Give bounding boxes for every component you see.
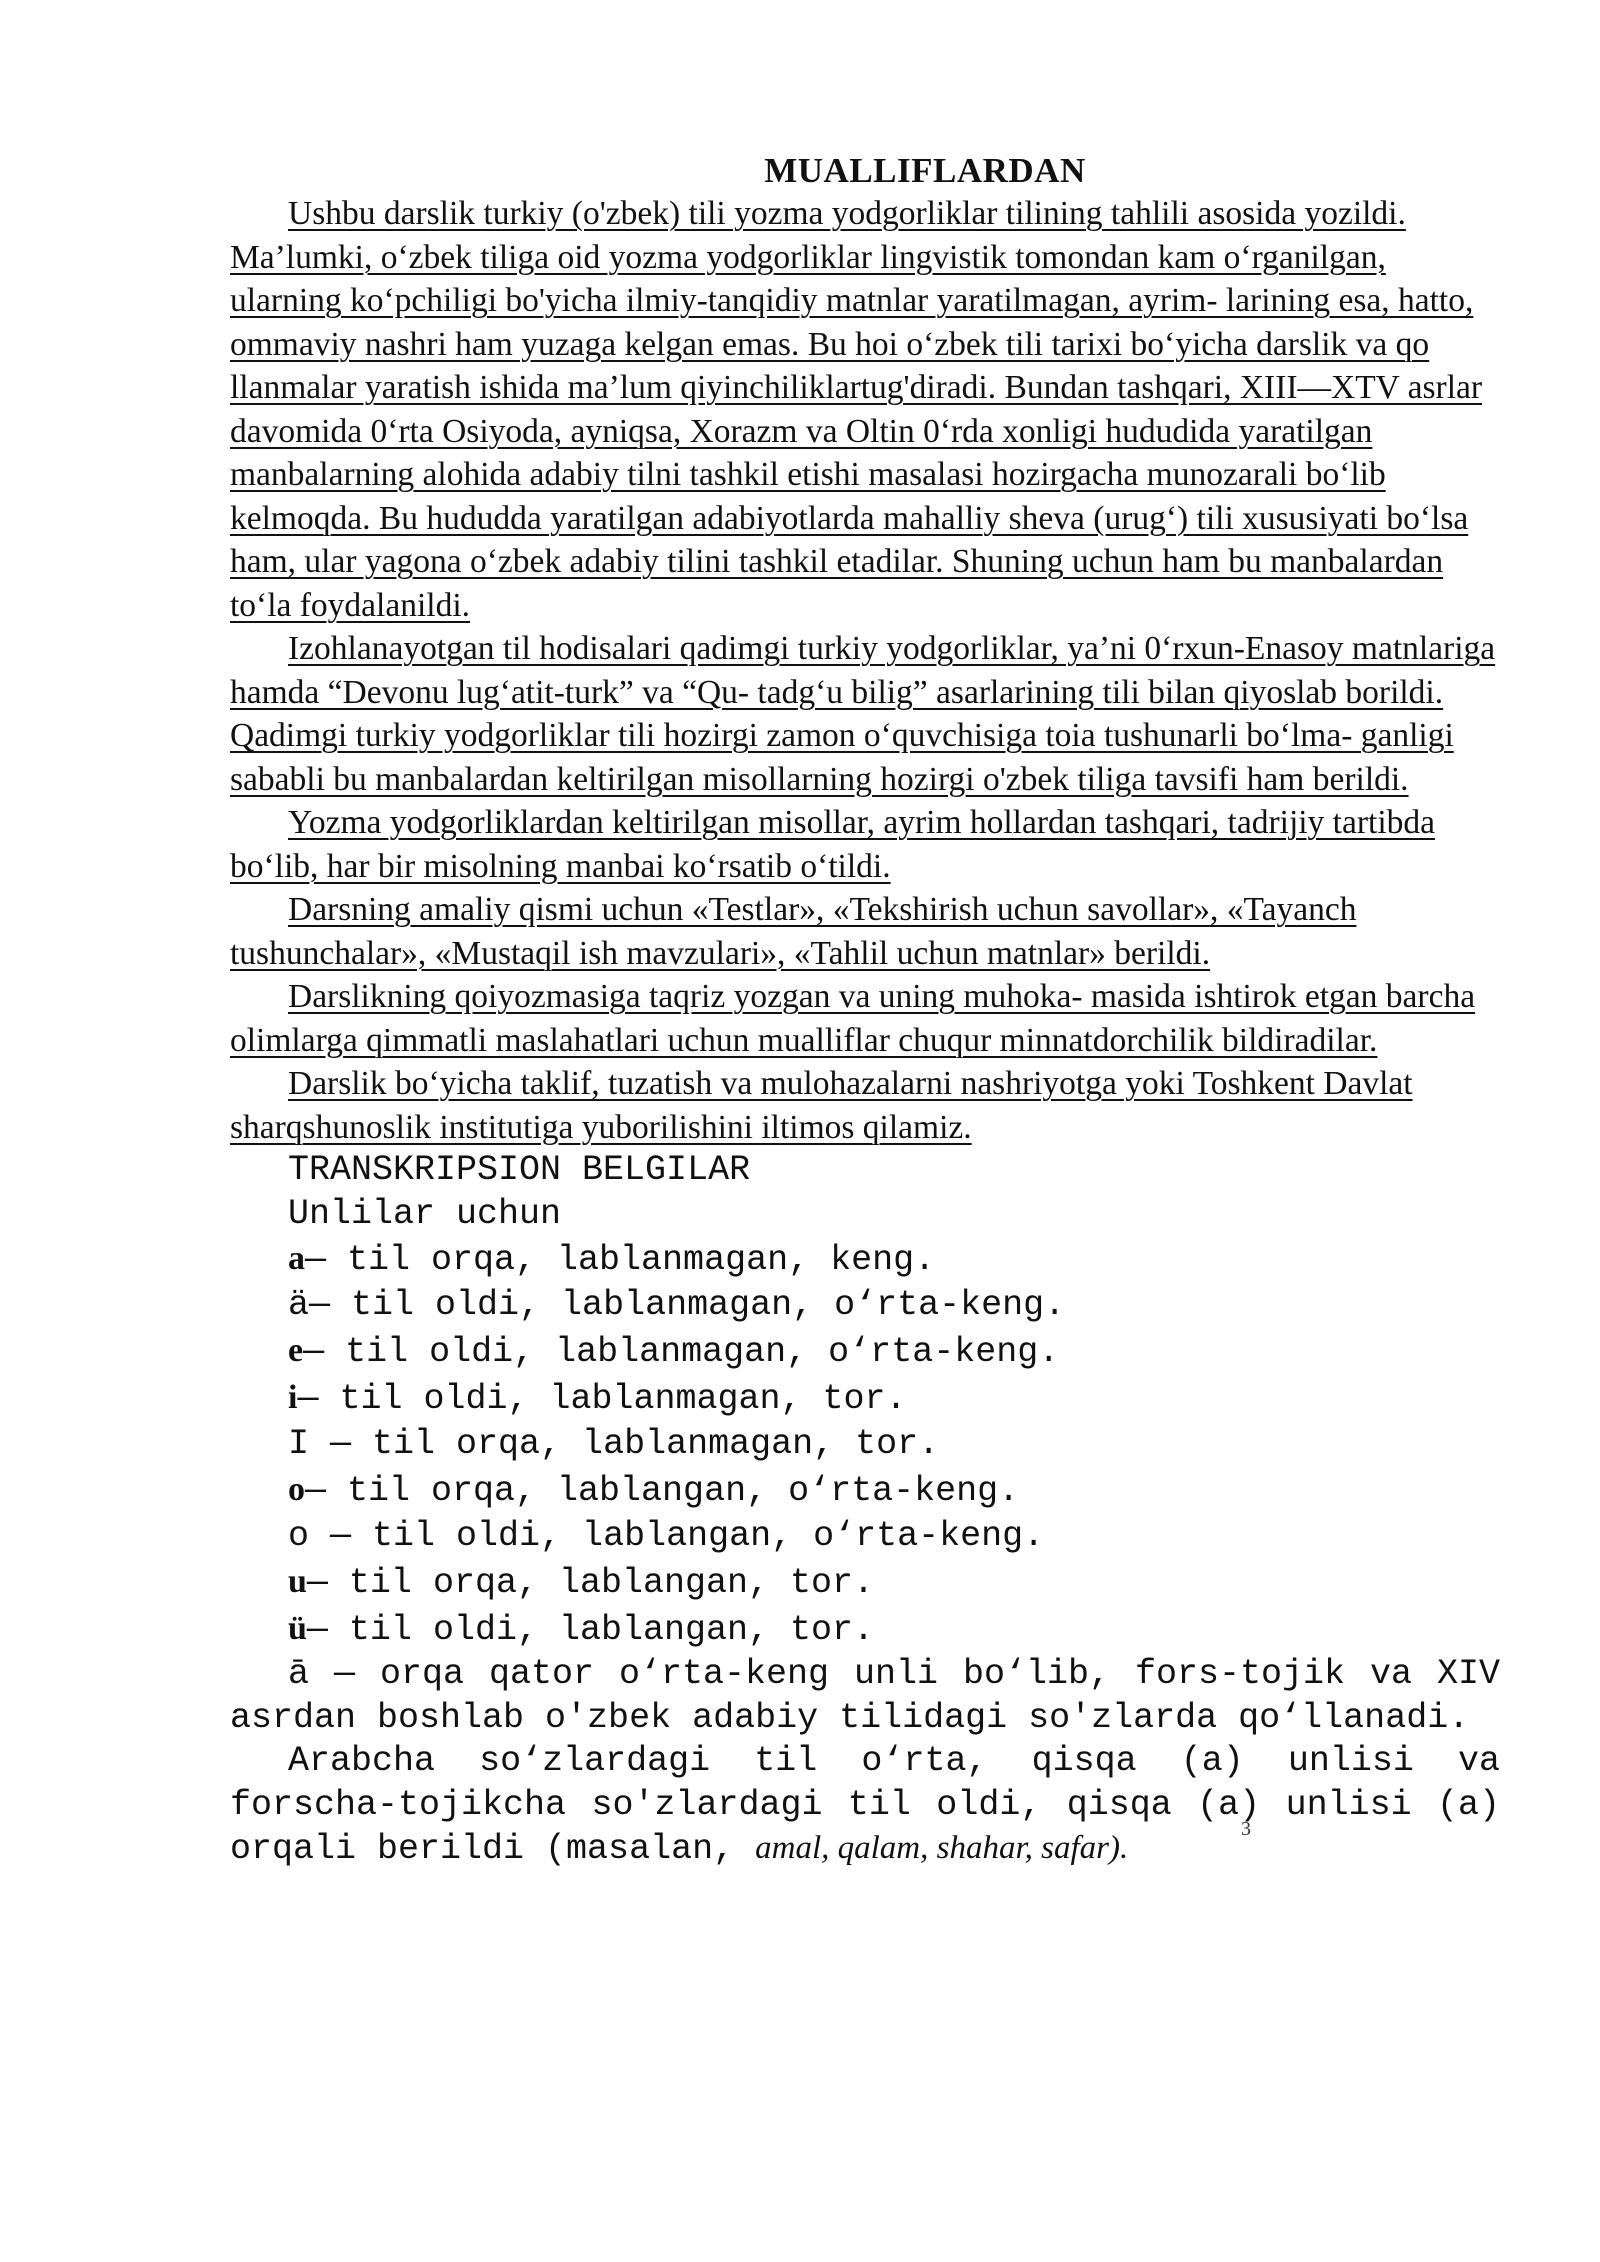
note-long-a xyxy=(230,1653,1500,1740)
vowel-symbol: ä xyxy=(288,1285,310,1325)
paragraph-5 xyxy=(230,975,1500,1062)
vowel-row xyxy=(230,1375,1500,1422)
vowel-symbol: e xyxy=(288,1332,304,1369)
vowel-symbol: a xyxy=(288,1240,305,1277)
vowel-description: — til orqa, lablanmagan, tor. xyxy=(309,1424,940,1464)
vowel-symbol: o xyxy=(288,1516,310,1556)
vowel-row xyxy=(230,1514,1500,1559)
vowels-heading: Unlilar uchun xyxy=(288,1193,562,1234)
vowel-description: — til orqa, lablanmagan, keng. xyxy=(305,1240,936,1280)
paragraph-2 xyxy=(230,627,1500,801)
paragraph-2-text: Izohlanayotgan til hodisalari qadimgi turkiy yodgorliklar, ya’ni 0‘rxun-Enasoy matnlariga hamda “Devonu lug‘atit-turk” va “Qu- tadg‘u bilig” asarlarining tili bilan qiyoslab borildi. Qadimgi turkiy yodgorliklar tili hozirgi zamon o‘quvchisiga toia tushunarli bo‘lma- ganligi sababli bu manbalardan keltirilgan misollarning hozirgi o'zbek tiliga tavsifi ham berildi. xyxy=(230,630,1496,798)
vowel-list xyxy=(230,1236,1500,1653)
vowel-description: — til oldi, lablangan, o‘rta-keng. xyxy=(309,1516,1045,1556)
vowel-row xyxy=(230,1606,1500,1653)
vowel-row xyxy=(230,1467,1500,1514)
note-arabic xyxy=(230,1740,1500,1872)
vowel-symbol: I xyxy=(288,1424,310,1464)
paragraph-4-text: Darsning amaliy qismi uchun «Testlar», «Tekshirish uchun savollar», «Tayanch tushunchalar», «Mustaqil ish mavzulari», «Tahlil uchun matnlar» berildi. xyxy=(230,891,1357,972)
paragraph-1-text: Ushbu darslik turkiy (o'zbek) tili yozma yodgorliklar tilining tahlili asosida yozildi. Ma’lumki, o‘zbek tiliga oid yozma yodgorliklar lingvistik tomondan kam o‘rganilgan, ularning ko‘pchiligi bo'yicha ilmiy-tanqidiy matnlar yaratilmagan, ayrim- larining esa, hatto, ommaviy nashri ham yuzaga kelgan emas. Bu hoi o‘zbek tili tarixi bo‘yicha darslik va qo llanmalar yaratish ishida ma’lum qiyinchiliklartug'diradi. Bundan tashqari, XIII—XTV asrlar davomida 0‘rta Osiyoda, ayniqsa, Xorazm va Oltin 0‘rda xonligi hududida yaratilgan manbalarning alohida adabiy tilni tashkil etishi masalasi hozirgacha munozarali bo‘lib kelmoqda. Bu hududda yaratilgan adabiyotlarda mahalliy sheva (urug‘) tili xususiyati bo‘lsa ham, ular yagona o‘zbek adabiy tilini tashkil etadilar. Shuning uchun ham bu manbalardan to‘la foydalanildi. xyxy=(230,195,1483,624)
paragraph-1 xyxy=(230,192,1500,627)
vowel-row xyxy=(230,1559,1500,1606)
paragraph-4 xyxy=(230,888,1500,975)
vowel-row xyxy=(230,1236,1500,1283)
vowel-symbol: u xyxy=(288,1563,307,1600)
vowel-description: — til orqa, lablangan, tor. xyxy=(306,1563,875,1603)
vowel-row xyxy=(230,1283,1500,1328)
vowel-symbol: ü xyxy=(288,1610,307,1647)
paragraph-5-text: Darslikning qoiyozmasiga taqriz yozgan va uning muhoka- masida ishtirok etgan barcha olimlarga qimmatli maslahatlari uchun mualliflar chuqur minnatdorchilik bildiradilar. xyxy=(230,978,1476,1059)
page-number: 3 xyxy=(1241,1818,1251,1840)
vowel-description: — til orqa, lablangan, o‘rta-keng. xyxy=(305,1471,1020,1511)
note-long-a-text: ā — orqa qator o‘rta-keng unli bo‘lib, fors-tojik va XIV asrdan boshlab o'zbek adabiy tilidagi so'zlarda qo‘llanadi. xyxy=(230,1654,1500,1738)
paragraph-3 xyxy=(230,801,1500,888)
document-page xyxy=(230,150,1500,1872)
vowel-description: — til oldi, lablangan, tor. xyxy=(306,1610,875,1650)
vowel-description: — til oldi, lablanmagan, o‘rta-keng. xyxy=(303,1332,1060,1372)
note-arabic-examples: amal, qalam, shahar, safar). xyxy=(755,1830,1129,1866)
vowel-description: — til oldi, lablanmagan, tor. xyxy=(297,1379,907,1419)
vowel-row xyxy=(230,1422,1500,1467)
note-arabic-text: Arabcha so‘zlardagi til o‘rta, qisqa (a) unlisi va forscha-tojikcha so'zlardagi til oldi, qisqa (a) unlisi (a) orqali berildi (masalan, xyxy=(230,1741,1500,1869)
transcription-heading: TRANSKRIPSION BELGILAR xyxy=(288,1150,751,1190)
page-title: MUALLIFLARDAN xyxy=(764,151,1086,190)
paragraph-6 xyxy=(230,1062,1500,1149)
vowel-symbol: i xyxy=(288,1379,298,1416)
paragraph-3-text: Yozma yodgorliklardan keltirilgan misollar, ayrim hollardan tashqari, tadrijiy tartibda bo‘lib, har bir misolning manbai ko‘rsatib o‘tildi. xyxy=(230,804,1435,885)
vowel-description: — til oldi, lablanmagan, o‘rta-keng. xyxy=(309,1285,1066,1325)
paragraph-6-text: Darslik bo‘yicha taklif, tuzatish va mulohazalarni nashriyotga yoki Toshkent Davlat sharqshunoslik institutiga yuborilishini iltimos qilamiz. xyxy=(230,1065,1413,1146)
vowel-row xyxy=(230,1328,1500,1375)
vowel-symbol: o xyxy=(288,1471,305,1508)
